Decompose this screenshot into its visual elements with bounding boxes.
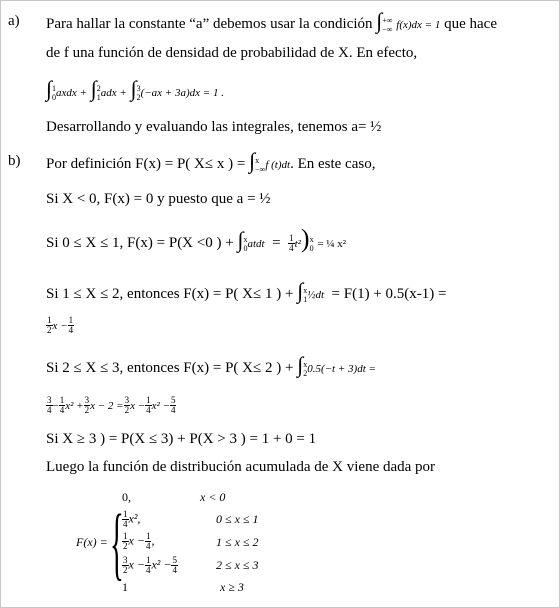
case-cond-1: x < 0 [200, 490, 226, 504]
cases-lhs: F(x) = [76, 535, 108, 549]
part-b-line5: Si X ≥ 3 ) = P(X ≤ 3) + P(X > 3 ) = 1 + 0 = 1 [46, 431, 317, 447]
part-b-definition: Por definición F(x) = P( X≤ x ) = ∫ x −∞ f (t)dt. En este caso, [46, 148, 376, 174]
case-cond-5: x ≥ 3 [220, 580, 244, 594]
part-b-label: b) [8, 153, 21, 169]
condition-integrand: f(x)dx = 1 [396, 19, 441, 31]
case-row-3: $\frac{1}{2}$ x − $\frac{1}{4}$ , [123, 531, 155, 551]
cases-brace: { [110, 497, 124, 588]
part-b-line2: Si 0 ≤ X ≤ 1, F(x) = P(X <0 ) + ∫ x 0 atdt = $\frac{1}{4}$ t²) x 0 = ¼ x² [46, 224, 347, 254]
case-row-5: 1 [122, 580, 128, 594]
part-a-line3: ∫ 1 0 axdx + ∫ 2 1 adx + ∫ 3 2 (−ax + 3a)dx = 1 . [46, 76, 224, 102]
case-row-1: 0, [122, 490, 131, 504]
part-a-line1: Para hallar la constante “a” debemos usar la condición ∫ +∞ −∞ f(x)dx = 1 que hace [46, 8, 497, 34]
part-b-line6: Luego la función de distribución acumulada de X viene dada por [46, 459, 436, 475]
case-row-4: $\frac{3}{2}$ x − $\frac{1}{4}$ x² − $\frac{5}{4}$ [123, 555, 177, 575]
part-a-line2: de f una función de densidad de probabilidad de X. En efecto, [46, 45, 418, 61]
case-cond-3: 1 ≤ x ≤ 2 [216, 535, 259, 549]
part-a-line4: Desarrollando y evaluando las integrales, tenemos a= ½ [46, 119, 382, 135]
part-b-line1: Si X < 0, F(x) = 0 y puesto que a = ½ [46, 191, 271, 207]
part-b-line3b: $\frac{1}{2}$ x − $\frac{1}{4}$ [47, 315, 74, 336]
case-cond-2: 0 ≤ x ≤ 1 [216, 512, 259, 526]
part-b-line3: Si 1 ≤ X ≤ 2, entonces F(x) = P( X≤ 1 ) + ∫ x 1 ½dt = F(1) + 0.5(x-1) = [46, 278, 447, 304]
integral-sign: ∫ [376, 8, 383, 33]
part-b-line4: Si 2 ≤ X ≤ 3, entonces F(x) = P( X≤ 2 ) + ∫ x 2 0.5(−t + 3)dt = [46, 352, 376, 378]
case-row-2: $\frac{1}{4}$ x², [123, 509, 141, 529]
part-b-line4b: $\frac{3}{4}$ − $\frac{1}{4}$ x² + $\frac{3}{2}$ x − 2 = $\frac{3}{2}$ x − $\frac{1}{4}$ x² − $\frac{5}{4}$ [47, 395, 176, 416]
case-cond-4: 2 ≤ x ≤ 3 [216, 558, 259, 572]
part-a-label: a) [8, 13, 20, 29]
